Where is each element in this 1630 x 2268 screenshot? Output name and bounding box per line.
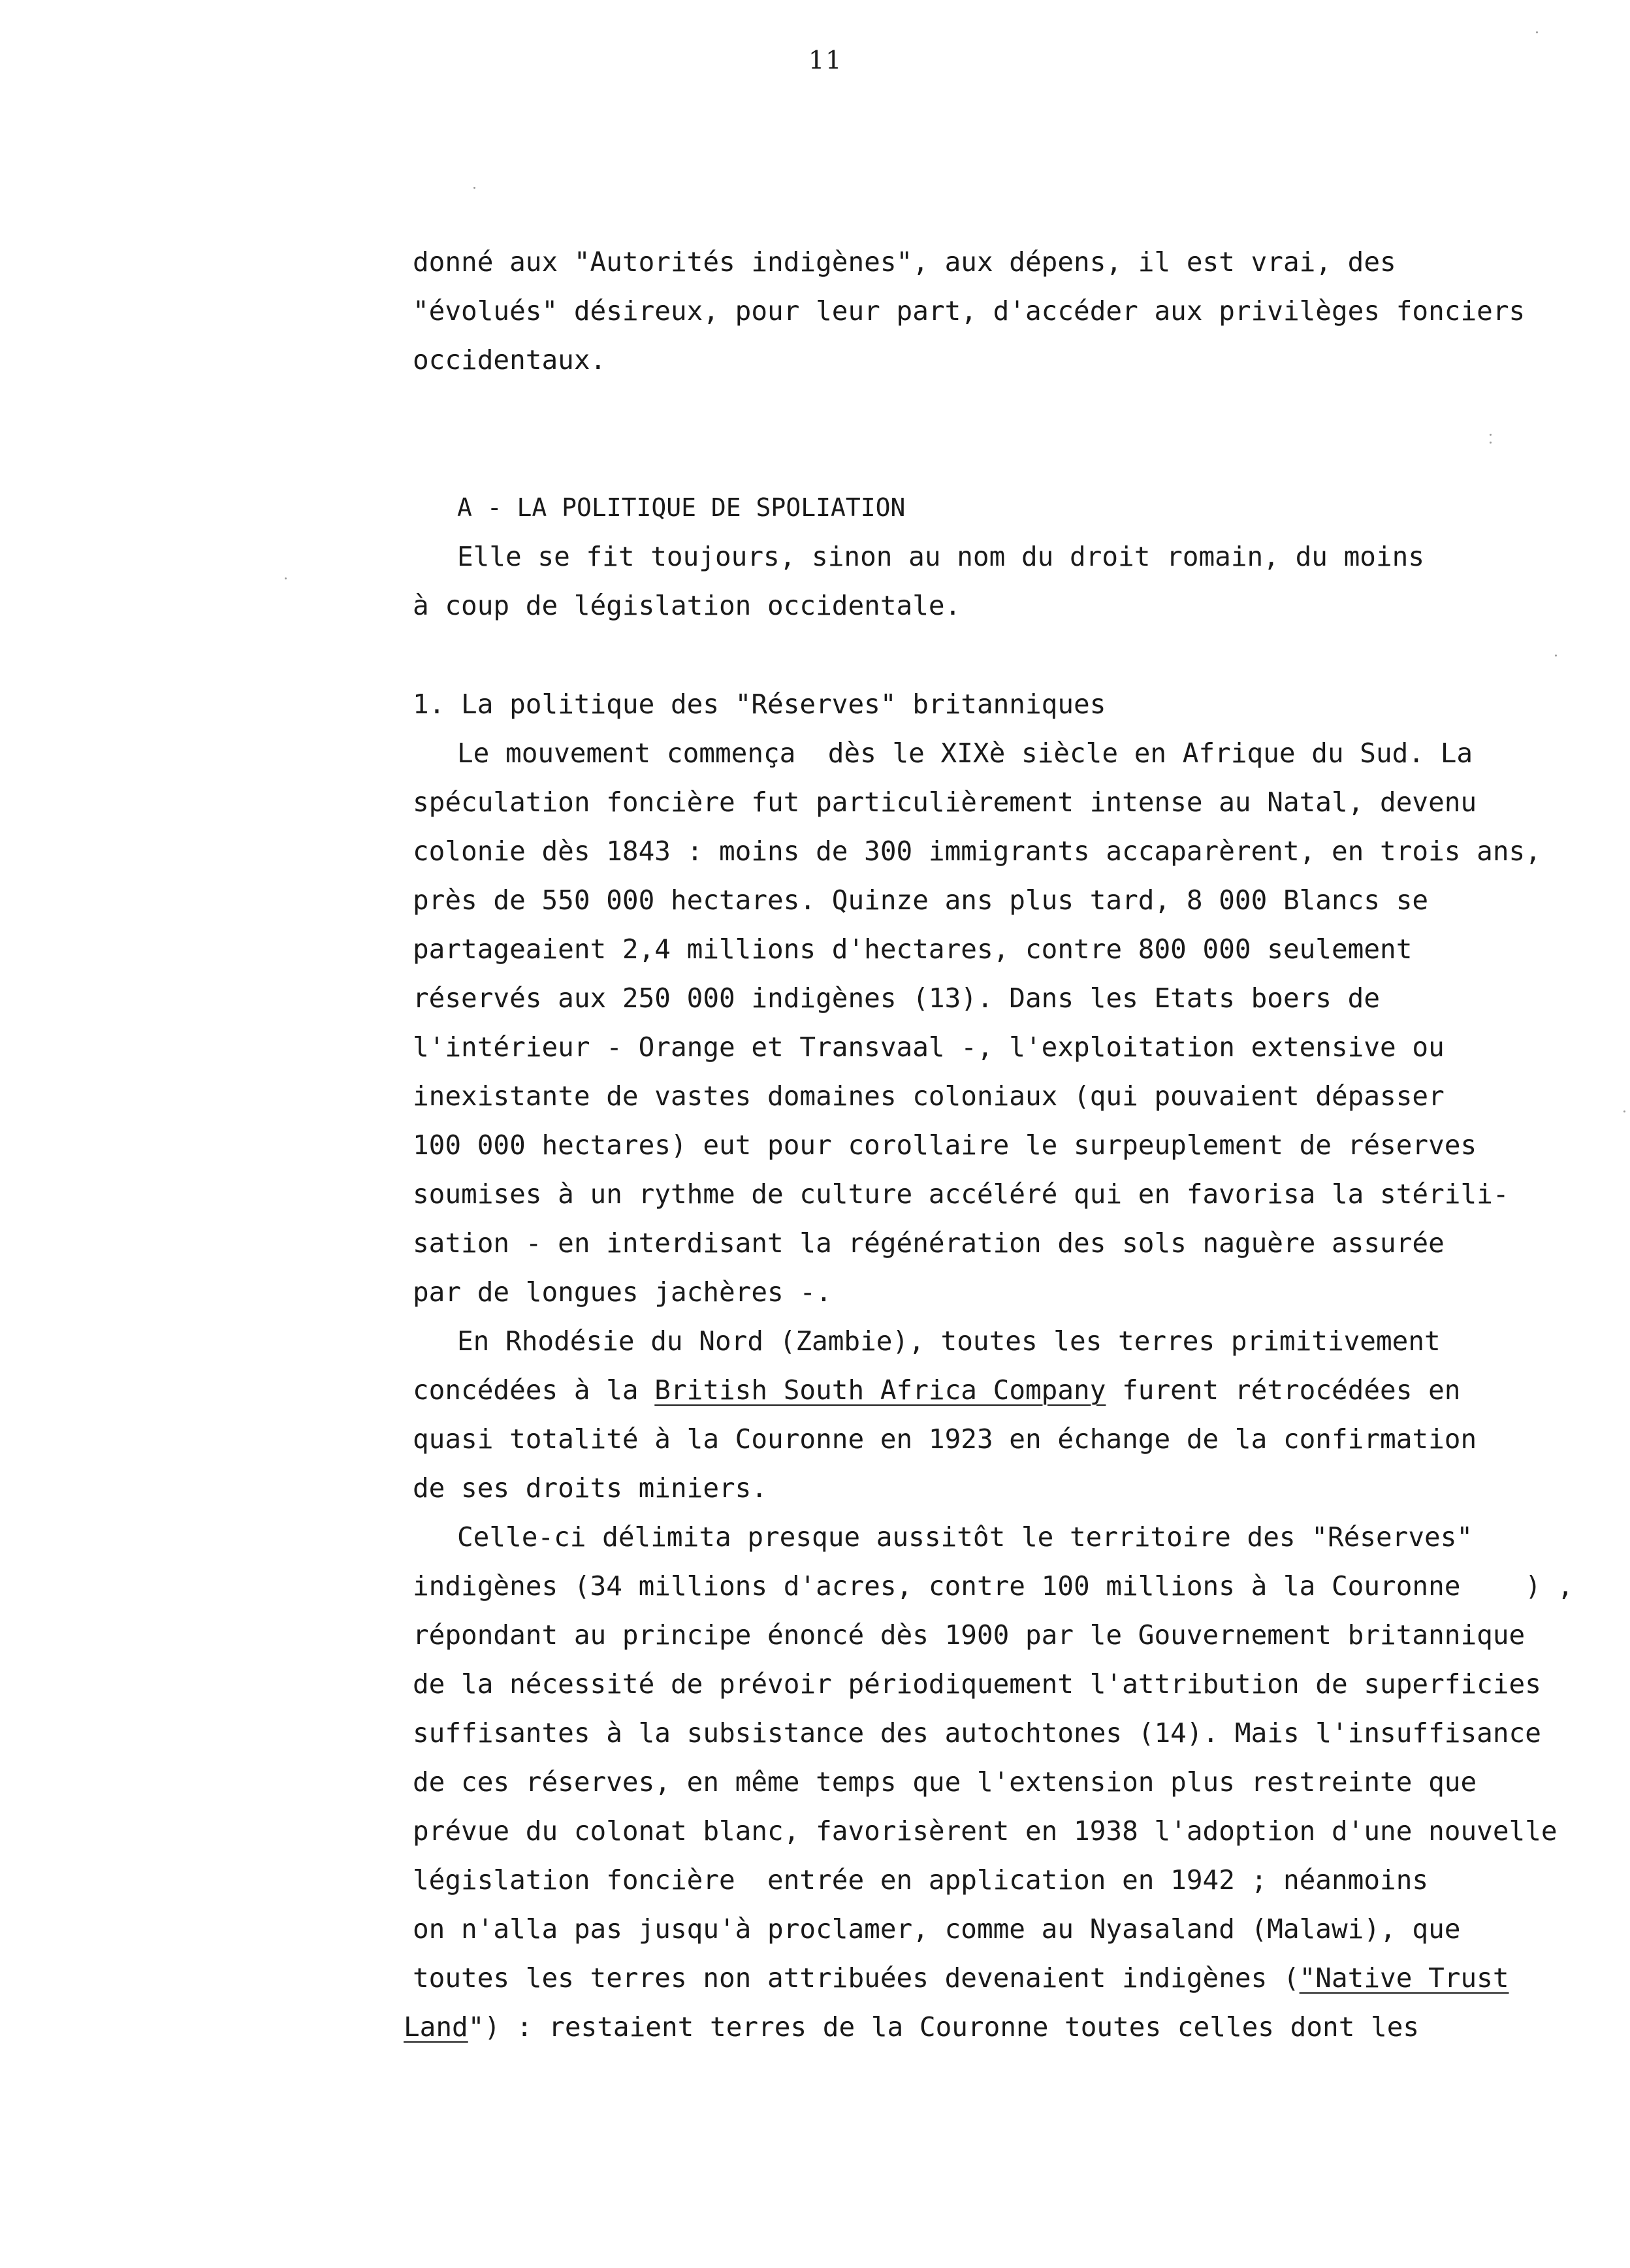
para1-line-2: spéculation foncière fut particulièrement intense au Natal, devenu <box>413 786 1477 818</box>
intro-line-2: "évolués" désireux, pour leur part, d'accéder aux privilèges fonciers <box>413 295 1526 327</box>
native-trust-underlined: "Native Trust <box>1299 1962 1509 1994</box>
scan-speck <box>1490 434 1492 436</box>
para1-line-10: soumises à un rythme de culture accéléré qui en favorisa la stérili- <box>413 1178 1509 1210</box>
scan-speck <box>473 187 475 189</box>
scan-speck <box>1623 1110 1625 1112</box>
subsection-1-heading: 1. La politique des "Réserves" britanniques <box>413 688 1106 720</box>
para1-line-3: colonie dès 1843 : moins de 300 immigrants accaparèrent, en trois ans, <box>413 835 1541 867</box>
para1-line-4: près de 550 000 hectares. Quinze ans plus tard, 8 000 Blancs se <box>413 884 1429 916</box>
para1-line-8: inexistante de vastes domaines coloniaux (qui pouvaient dépasser <box>413 1080 1445 1112</box>
para2-line-2 <box>413 1374 1460 1406</box>
para3-line-5: suffisantes à la subsistance des autochtones (14). Mais l'insuffisance <box>413 1717 1541 1749</box>
scan-speck <box>1555 655 1557 656</box>
para1-line-11: sation - en interdisant la régénération des sols naguère assurée <box>413 1227 1445 1259</box>
land-underlined: Land <box>404 2011 468 2043</box>
para3-line-4: de la nécessité de prévoir périodiquement l'attribution de superficies <box>413 1668 1541 1700</box>
para3-line-8: législation foncière entrée en application en 1942 ; néanmoins <box>413 1864 1429 1896</box>
intro-line-1: donné aux "Autorités indigènes", aux dépens, il est vrai, des <box>413 246 1396 278</box>
para2-line-4: de ses droits miniers. <box>413 1472 768 1504</box>
scan-speck <box>1490 442 1492 444</box>
section-a-line-1: Elle se fit toujours, sinon au nom du droit romain, du moins <box>457 541 1425 572</box>
para3-line-10-before: toutes les terres non attribuées devenaient indigènes ( <box>413 1962 1300 1994</box>
para3-line-1: Celle-ci délimita presque aussitôt le territoire des "Réserves" <box>457 1521 1473 1553</box>
para1-line-6: réservés aux 250 000 indigènes (13). Dans les Etats boers de <box>413 982 1381 1014</box>
para3-line-6: de ces réserves, en même temps que l'extension plus restreinte que <box>413 1766 1477 1798</box>
para1-line-12: par de longues jachères -. <box>413 1276 832 1308</box>
para1-line-1: Le mouvement commença dès le XIXè siècle en Afrique du Sud. La <box>457 737 1473 769</box>
company-name-underlined: British South Africa Company <box>654 1374 1106 1406</box>
para1-line-5: partageaient 2,4 millions d'hectares, contre 800 000 seulement <box>413 933 1413 965</box>
para2-line-1: En Rhodésie du Nord (Zambie), toutes les terres primitivement <box>457 1325 1441 1357</box>
para3-line-7: prévue du colonat blanc, favorisèrent en 1938 l'adoption d'une nouvelle <box>413 1815 1558 1847</box>
section-a-heading: A - LA POLITIQUE DE SPOLIATION <box>457 493 906 522</box>
para3-line-9: on n'alla pas jusqu'à proclamer, comme au Nyasaland (Malawi), que <box>413 1913 1461 1945</box>
para3-line-2: indigènes (34 millions d'acres, contre 100 millions à la Couronne ) , <box>413 1570 1574 1602</box>
scan-speck <box>1536 31 1538 33</box>
para1-line-9: 100 000 hectares) eut pour corollaire le surpeuplement de réserves <box>413 1129 1477 1161</box>
section-a-line-2: à coup de législation occidentale. <box>413 590 961 621</box>
para2-line-2-after: furent rétrocédées en <box>1106 1374 1461 1406</box>
para2-line-3: quasi totalité à la Couronne en 1923 en échange de la confirmation <box>413 1423 1477 1455</box>
page-number: 11 <box>808 46 843 74</box>
para1-line-7: l'intérieur - Orange et Transvaal -, l'exploitation extensive ou <box>413 1031 1445 1063</box>
para3-line-11-after: ") : restaient terres de la Couronne toutes celles dont les <box>468 2011 1420 2043</box>
para2-line-2-before: concédées à la <box>413 1374 655 1406</box>
para3-line-10 <box>413 1962 1509 1994</box>
intro-line-3: occidentaux. <box>413 344 607 376</box>
para3-line-3: répondant au principe énoncé dès 1900 par le Gouvernement britannique <box>413 1619 1526 1651</box>
scan-speck <box>285 577 287 579</box>
para3-line-11 <box>404 2011 1419 2043</box>
